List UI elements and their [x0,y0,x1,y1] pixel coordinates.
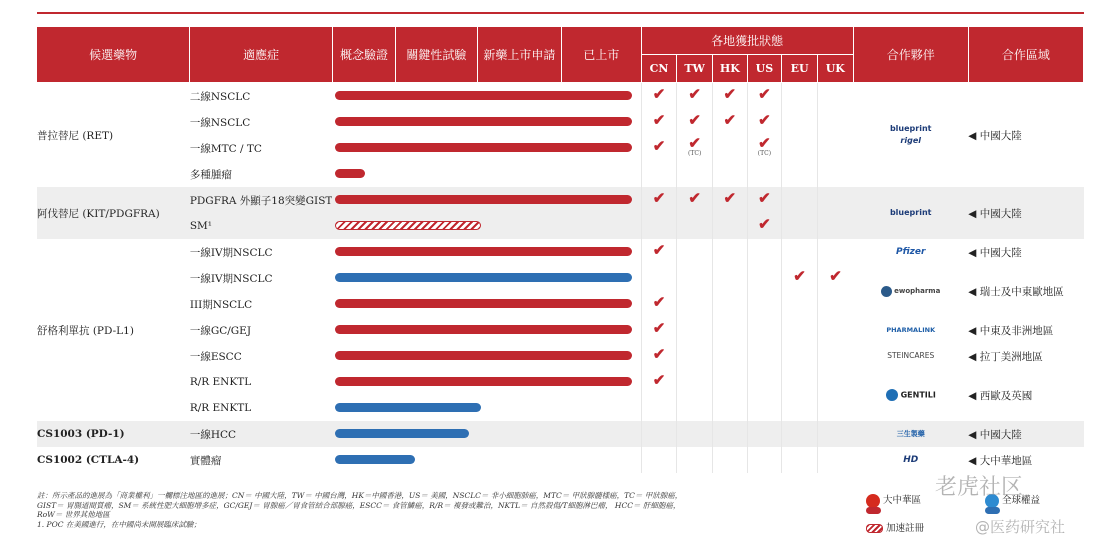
approval-cell-uk [817,265,853,291]
progress-bar [335,429,469,438]
approval-cell-us [747,187,782,213]
progress-bar [335,351,632,360]
table-row [37,421,1084,447]
check-icon: ✔ [829,267,842,285]
progress-bar [335,299,632,308]
blue-bar-swatch [985,507,1000,514]
progress-bar [335,195,632,204]
approval-cell-tw [677,187,713,213]
ewopharma-mark-icon [881,286,892,297]
legend-bar-blue [985,505,1003,516]
approval-cell-tw [677,421,713,447]
partner-name: blueprint [889,208,932,217]
approval-cell-us [747,161,782,187]
approval-cell-uk [817,343,853,369]
approval-cell-uk [817,213,853,239]
progress-bar [335,403,481,412]
approval-cell-tw [677,161,713,187]
approval-cell-cn [641,447,677,473]
indication-label: 二線NSCLC [190,83,333,110]
watermark-tiger: 老虎社区 [935,475,1024,500]
drug-name: 普拉替尼 (RET) [37,83,190,188]
approval-cell-us [747,83,782,110]
phase-cell [332,343,641,369]
progress-bar [335,455,415,464]
progress-bar [335,273,632,282]
gentili-mark-icon [886,389,898,401]
partner-name: GENTILI [900,390,936,400]
partner-cell [853,343,968,369]
partner-cell [853,265,968,317]
footnote-line: RoW＝ 世界其他地區 [37,510,110,519]
approval-cell-us [747,421,782,447]
approval-cell-hk [712,109,747,135]
indication-label: 一線IV期NSCLC [190,239,333,265]
indication-label: 實體瘤 [190,447,333,473]
legend-label: 全球權益 [1002,495,1041,506]
indication-label: SM¹ [190,213,333,239]
approval-cell-tw [677,83,713,110]
region-header-cn: CN [641,55,677,83]
approval-cell-cn [641,369,677,395]
indication-label: 一線GC/GEJ [190,317,333,343]
approval-cell-uk [817,421,853,447]
approval-cell-hk [712,161,747,187]
phase-cell [332,239,641,265]
watermark-pharma: @医药研究社 [975,518,1066,536]
check-icon: ✔ [758,215,771,233]
blueprint-logo [853,207,968,219]
top-rule [37,12,1084,14]
approval-cell-tw [677,395,713,421]
drug-name: 阿伐替尼 (KIT/PDGFRA) [37,187,190,239]
approval-cell-uk [817,395,853,421]
approval-cell-uk [817,109,853,135]
progress-bar [335,325,632,334]
approval-cell-us [747,395,782,421]
header-candidate: 候選藥物 [37,27,190,83]
approval-cell-tw [677,291,713,317]
approval-cell-hk [712,447,747,473]
indication-label: 一線NSCLC [190,109,333,135]
approval-cell-cn [641,161,677,187]
approval-cell-us [747,239,782,265]
progress-bar [335,221,481,230]
partner-name: blueprint [889,124,932,133]
region-header-uk: UK [817,55,853,83]
approval-cell-hk [712,421,747,447]
approval-cell-eu [782,421,818,447]
approval-cell-uk [817,317,853,343]
phase-cell [332,291,641,317]
phase-cell [332,187,641,213]
header-partner: 合作夥伴 [853,27,968,83]
footnote-line: 註：所示產品的進展為「商業權利」一欄標注地區的進展；CN＝ 中國大陸，TW＝ 中國台灣，HK＝中國香港，US＝ 美國，NSCLC＝ 非小細胞肺癌，MTC＝ 甲狀腺髓樣癌，TC＝ 甲狀腺癌， [37,491,683,500]
approval-cell-eu [782,291,818,317]
footnote-line: 1. POC 在美國進行，在中國尚未開展臨床試驗； [37,519,201,529]
drug-name: CS1002 (CTLA-4) [37,447,190,473]
check-icon: ✔ [758,133,771,152]
check-icon: ✔ [688,85,701,103]
gentili-logo [853,389,968,402]
progress-bar [335,91,632,100]
header-approval-status: 各地獲批狀態 [641,27,853,55]
approval-cell-uk [817,161,853,187]
rigel-logo [853,135,968,147]
approval-cell-uk [817,187,853,213]
pfizer-logo [853,246,968,258]
approval-cell-hk [712,187,747,213]
header-poc: 概念驗證 [332,27,395,83]
check-icon: ✔ [652,85,666,103]
approval-cell-us [747,135,782,161]
legend-accelerated [866,520,924,534]
blueprint-logo [853,123,968,135]
approval-cell-us [747,291,782,317]
table-row [37,343,1084,369]
approval-cell-eu [782,109,818,135]
approval-note: (TC) [688,149,702,157]
indication-label: 多種腫瘤 [190,161,333,187]
indication-label: R/R ENKTL [190,395,333,421]
approval-cell-cn [641,213,677,239]
approval-cell-tw [677,135,713,161]
approval-cell-cn [641,135,677,161]
approval-note: (TC) [757,149,772,157]
partner-cell [853,317,968,343]
partner-cell [853,187,968,239]
legend-label: 大中華區 [883,495,922,506]
check-icon: ✔ [652,319,666,337]
partner-name: STEINCARES [887,351,935,360]
indication-label: 一線ESCC [190,343,333,369]
phase-cell [332,447,641,473]
indication-label: 一線IV期NSCLC [190,265,333,291]
approval-cell-cn [641,291,677,317]
approval-cell-hk [712,213,747,239]
approval-cell-hk [712,291,747,317]
header-area: 合作區域 [968,27,1083,83]
approval-cell-uk [817,447,853,473]
approval-cell-eu [782,265,818,291]
table-row [37,447,1084,473]
check-icon: ✔ [652,137,666,155]
check-icon: ✔ [758,189,771,207]
indication-label: R/R ENKTL [190,369,333,395]
approval-cell-eu [782,447,818,473]
partner-cell [853,369,968,421]
approval-cell-cn [641,395,677,421]
header-nda: 新藥上市申請 [477,27,562,83]
collaboration-area: ◀ 西歐及英國 [968,369,1083,421]
collaboration-area: ◀ 中國大陸 [968,239,1083,265]
table-row [37,239,1084,265]
approval-cell-us [747,369,782,395]
collaboration-area: ◀ 大中華地區 [968,447,1083,473]
approval-cell-hk [712,239,747,265]
indication-label: 一線MTC / TC [190,135,333,161]
approval-cell-uk [817,239,853,265]
phase-cell [332,213,641,239]
approval-cell-us [747,317,782,343]
check-icon: ✔ [793,267,806,285]
sansheng-logo [853,428,968,440]
phase-cell [332,135,641,161]
table-row [37,83,1084,110]
progress-bar [335,247,632,256]
partner-name: HD [903,455,919,465]
approval-cell-eu [782,239,818,265]
approval-cell-eu [782,343,818,369]
ewopharma-logo [853,285,968,297]
partner-name: Pfizer [895,247,926,257]
collaboration-area: ◀ 中國大陸 [968,187,1083,239]
approval-cell-tw [677,447,713,473]
approval-cell-cn [641,317,677,343]
collaboration-area: ◀ 拉丁美洲地區 [968,343,1083,369]
check-icon: ✔ [723,189,737,207]
approval-cell-cn [641,265,677,291]
approval-cell-tw [677,369,713,395]
check-icon: ✔ [652,345,666,363]
phase-cell [332,109,641,135]
approval-cell-tw [677,343,713,369]
phase-cell [332,395,641,421]
table-row [37,317,1084,343]
check-icon: ✔ [652,293,666,311]
approval-cell-hk [712,395,747,421]
approval-cell-uk [817,135,853,161]
approval-cell-eu [782,369,818,395]
pharmalink-logo [853,324,968,336]
table-row [37,265,1084,291]
collaboration-area: ◀ 中國大陸 [968,83,1083,188]
collaboration-area: ◀ 中東及非洲地區 [968,317,1083,343]
indication-label: 一線HCC [190,421,333,447]
phase-cell [332,317,641,343]
check-icon: ✔ [688,189,701,207]
progress-bar [335,377,632,386]
phase-cell [332,369,641,395]
approval-cell-tw [677,239,713,265]
approval-cell-eu [782,135,818,161]
footnotes [37,491,827,529]
header-pivotal: 關鍵性試驗 [396,27,478,83]
region-header-us: US [747,55,782,83]
progress-bar [335,117,632,126]
approval-cell-cn [641,109,677,135]
approval-cell-cn [641,239,677,265]
pipeline-table [37,27,1084,473]
approval-cell-us [747,213,782,239]
approval-cell-hk [712,83,747,110]
approval-cell-cn [641,83,677,110]
hatch-swatch [866,524,883,533]
check-icon: ✔ [758,111,771,129]
indication-label: PDGFRA 外顯子18突變GIST [190,187,333,213]
partner-name: ewopharma [894,287,941,295]
collaboration-area: ◀ 瑞士及中東歐地區 [968,265,1083,317]
partner-name: 三生製藥 [896,430,925,438]
approval-cell-eu [782,395,818,421]
steincares-logo [853,350,968,362]
approval-cell-eu [782,161,818,187]
drug-name: 舒格利單抗 (PD-L1) [37,239,190,421]
check-icon: ✔ [652,371,666,389]
phase-cell [332,265,641,291]
approval-cell-tw [677,109,713,135]
partner-name: PHARMALINK [886,326,936,334]
approval-cell-us [747,447,782,473]
approval-cell-hk [712,265,747,291]
approval-cell-us [747,265,782,291]
legend-bar-red [866,505,884,516]
approval-cell-eu [782,83,818,110]
table-row [37,369,1084,395]
progress-bar [335,169,365,178]
approval-cell-cn [641,343,677,369]
region-header-eu: EU [782,55,818,83]
header-marketed: 已上市 [562,27,641,83]
partner-cell [853,83,968,188]
legend-label: 加速註冊 [886,523,925,534]
approval-cell-eu [782,187,818,213]
region-header-tw: TW [677,55,713,83]
header-indication: 適應症 [190,27,333,83]
approval-cell-hk [712,369,747,395]
region-header-hk: HK [712,55,747,83]
check-icon: ✔ [688,133,701,152]
check-icon: ✔ [652,241,666,259]
hengrui-logo [853,454,968,466]
approval-cell-tw [677,317,713,343]
check-icon: ✔ [723,85,737,103]
approval-cell-cn [641,187,677,213]
check-icon: ✔ [652,111,666,129]
approval-cell-tw [677,213,713,239]
approval-cell-hk [712,135,747,161]
red-bar-swatch [866,507,881,514]
approval-cell-us [747,109,782,135]
indication-label: III期NSCLC [190,291,333,317]
table-row [37,187,1084,213]
drug-name: CS1003 (PD-1) [37,421,190,447]
approval-cell-hk [712,343,747,369]
collaboration-area: ◀ 中國大陸 [968,421,1083,447]
approval-cell-uk [817,83,853,110]
approval-cell-us [747,343,782,369]
check-icon: ✔ [723,111,737,129]
approval-cell-eu [782,213,818,239]
approval-cell-cn [641,421,677,447]
partner-cell [853,239,968,265]
footnote-line: GIST＝ 胃腸道間質瘤，SM＝ 系統性肥大細胞增多症，GC/GEJ＝ 胃腺癌／胃食管結合部腺癌，ESCC＝ 食管鱗癌，R/R＝ 複發或難治，NKTL＝ 自然殺傷/T細胞淋巴瘤， HCC＝ 肝細胞癌， [37,500,681,510]
progress-bar [335,143,632,152]
check-icon: ✔ [652,189,666,207]
approval-cell-hk [712,317,747,343]
phase-cell [332,161,641,187]
approval-cell-eu [782,317,818,343]
partner-name: rigel [900,136,922,145]
approval-cell-tw [677,265,713,291]
phase-cell [332,421,641,447]
partner-cell [853,421,968,447]
check-icon: ✔ [758,85,771,103]
approval-cell-uk [817,369,853,395]
check-icon: ✔ [688,111,701,129]
phase-cell [332,83,641,110]
approval-cell-uk [817,291,853,317]
